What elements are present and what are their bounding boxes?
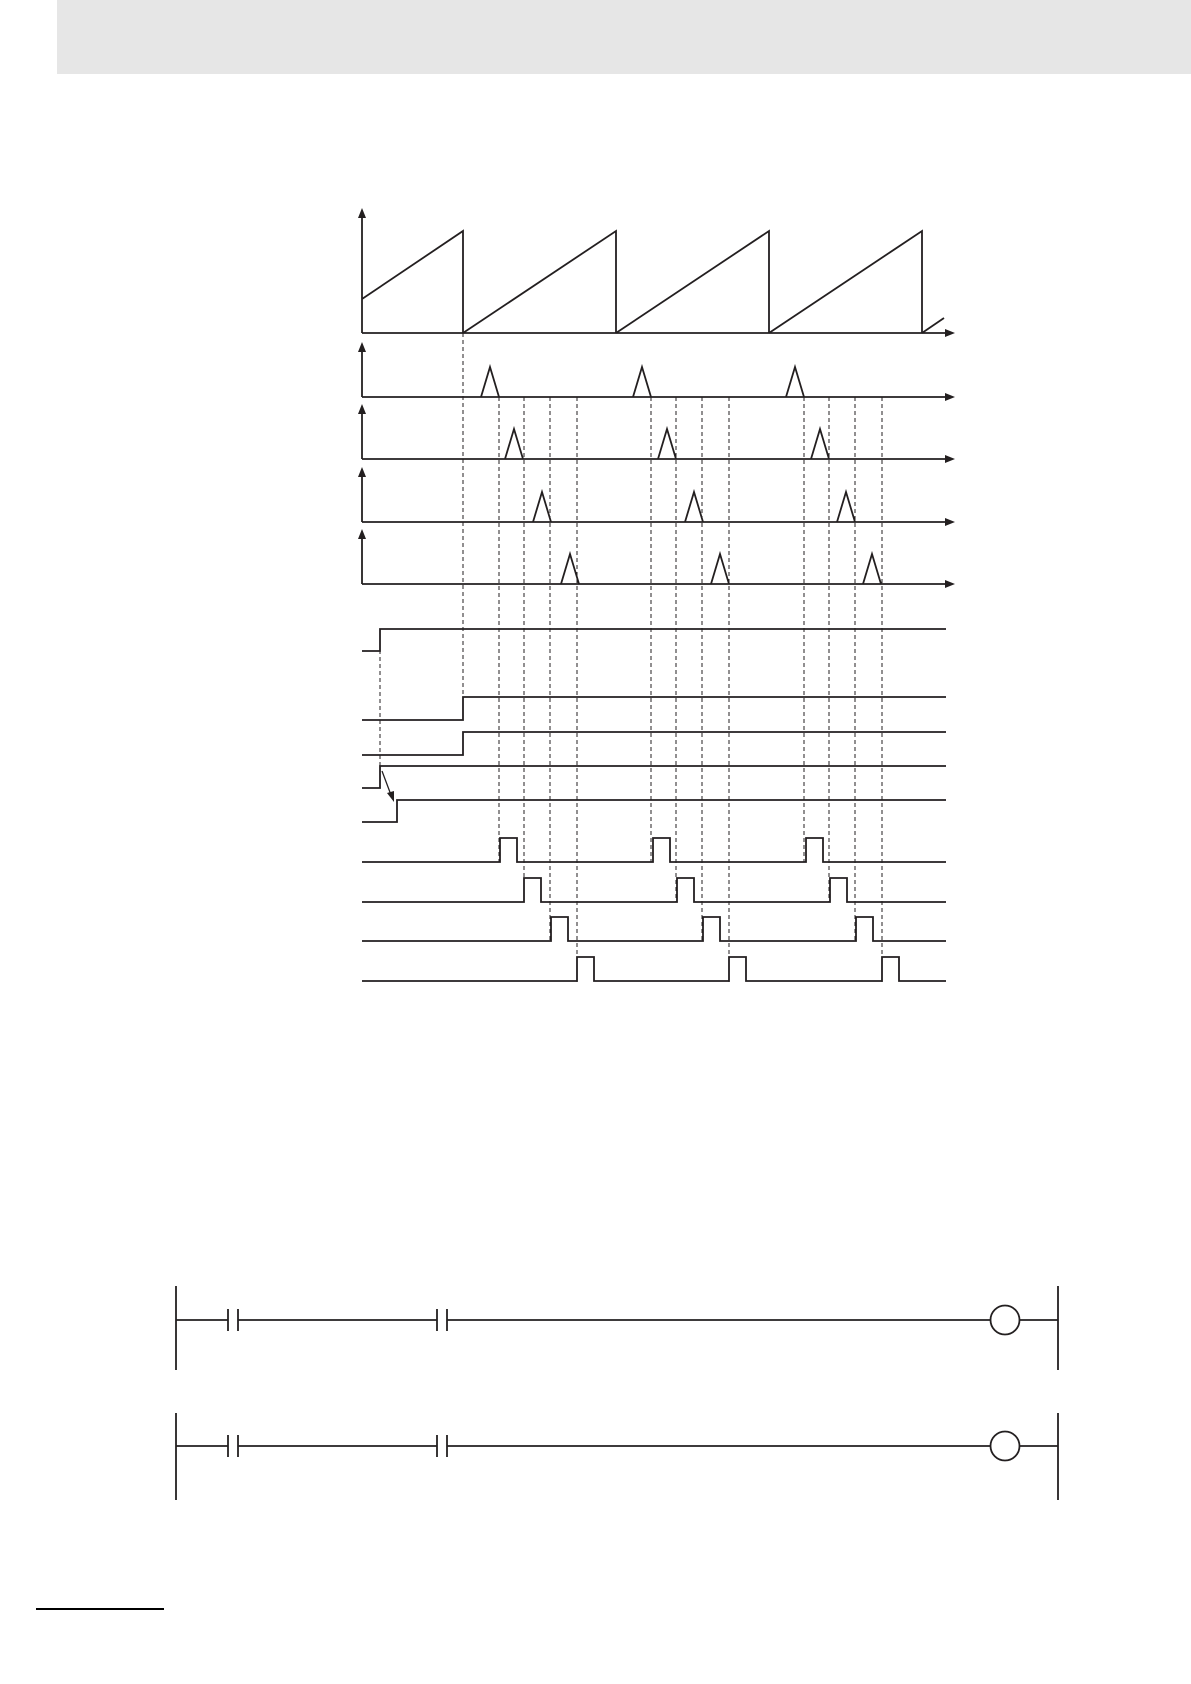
- step-signal-2: [362, 697, 946, 720]
- pulse-peak: [863, 554, 881, 584]
- pulse-train-2: [362, 878, 946, 902]
- pulse-peak: [561, 554, 579, 584]
- pulse-train-3: [362, 917, 946, 941]
- pulse-peak: [837, 492, 855, 522]
- pulse-peak: [533, 492, 551, 522]
- ramp-segment: [463, 231, 616, 333]
- pulse-peak: [505, 429, 523, 459]
- ramp-segment: [922, 318, 944, 333]
- rung-2-coil: [991, 1432, 1020, 1461]
- step-signal-5: [362, 800, 946, 822]
- pulse-axis-3-y-arrow-icon: [358, 467, 366, 477]
- pulse-axis-2-x-arrow-icon: [945, 455, 955, 463]
- pulse-axis-1-x-arrow-icon: [945, 393, 955, 401]
- delay-arrow-icon: [387, 791, 394, 802]
- pulse-peak: [786, 367, 804, 397]
- rung-1-coil: [991, 1306, 1020, 1335]
- ladder-diagram: [176, 1286, 1058, 1500]
- ramp-segment: [362, 231, 463, 333]
- step-signal-1: [362, 629, 946, 651]
- pulse-axis-1-y-arrow-icon: [358, 342, 366, 352]
- pulse-peak: [811, 429, 829, 459]
- delay-arrow-line: [382, 771, 391, 795]
- ramp-x-arrow-icon: [945, 329, 955, 337]
- step-signal-4: [362, 766, 946, 788]
- footer-rule: [36, 1608, 164, 1610]
- pulse-axis-3-x-arrow-icon: [945, 518, 955, 526]
- pulse-peak: [685, 492, 703, 522]
- pulse-axis-2-y-arrow-icon: [358, 404, 366, 414]
- pulse-peak: [633, 367, 651, 397]
- timing-diagram: [358, 208, 955, 982]
- pulse-peak: [711, 554, 729, 584]
- pulse-train-4: [362, 957, 946, 981]
- pulse-axis-4-y-arrow-icon: [358, 529, 366, 539]
- ramp-y-arrow-icon: [358, 208, 366, 218]
- pulse-axis-4-x-arrow-icon: [945, 580, 955, 588]
- pulse-peak: [481, 367, 499, 397]
- pulse-train-1: [362, 838, 946, 862]
- ramp-segment: [769, 231, 922, 333]
- pulse-peak: [658, 429, 676, 459]
- step-signal-3: [362, 732, 946, 755]
- ramp-segment: [616, 231, 769, 333]
